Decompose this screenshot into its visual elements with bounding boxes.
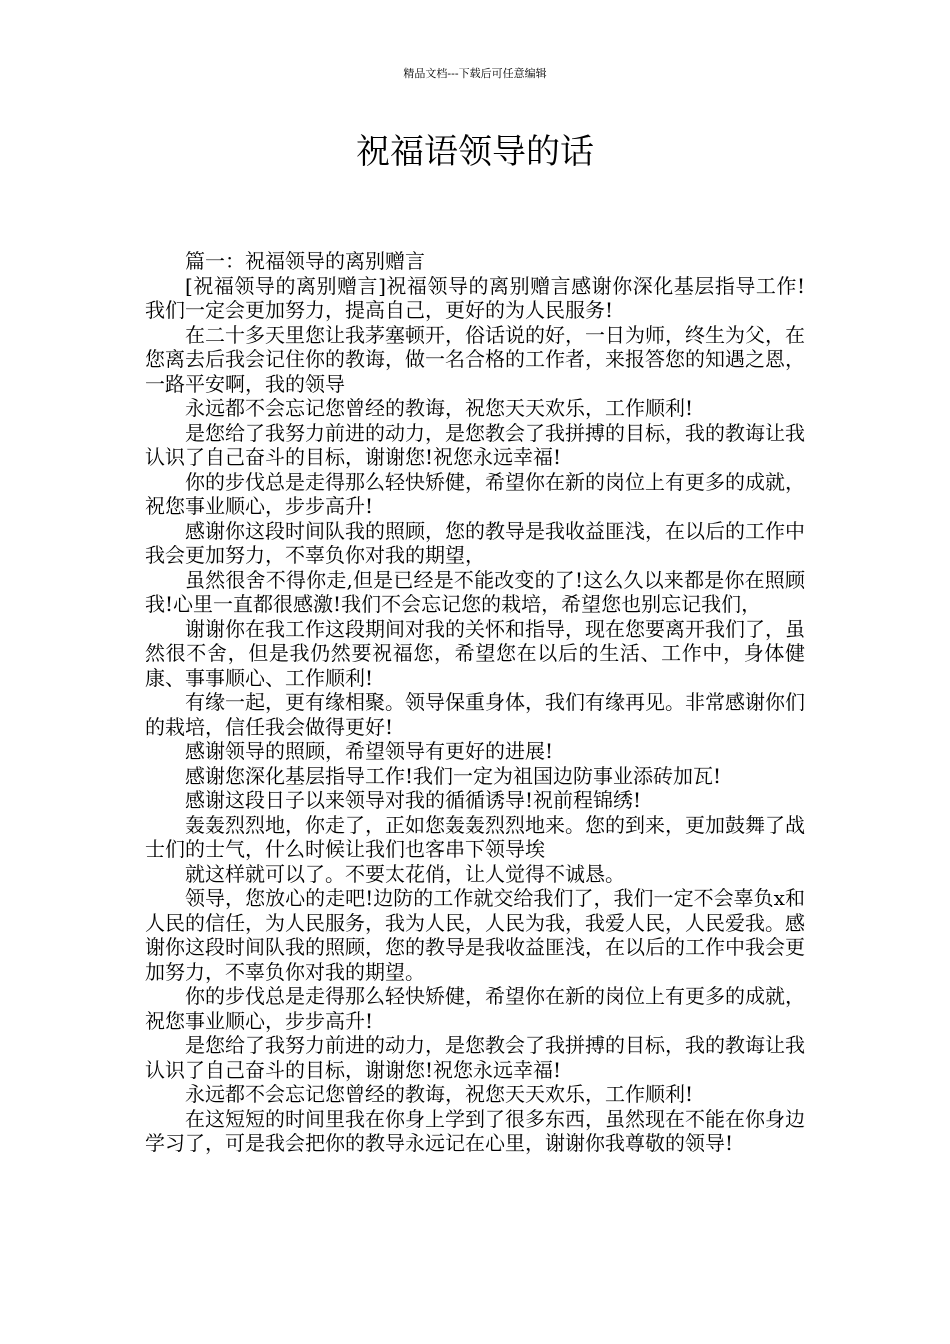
paragraph: 感谢领导的照顾，希望领导有更好的进展! [185,739,554,763]
paragraph: 永远都不会忘记您曾经的教诲，祝您天天欢乐，工作顺利! [185,1082,694,1106]
paragraph: 就这样就可以了。不要太花俏，让人觉得不诚恳。 [185,861,625,886]
paragraph: 你的步伐总是走得那么轻快矫健，希望你在新的岗位上有更多的成就，祝您事业顺心，步步高升! [145,984,805,1033]
paragraph: 你的步伐总是走得那么轻快矫健，希望你在新的岗位上有更多的成就，祝您事业顺心，步步高升! [145,469,805,518]
paragraph: 领导，您放心的走吧!边防的工作就交给我们了，我们一定不会辜负x和人民的信任，为人民服务，我为人民，人民为我，我爱人民，人民爱我。感谢你这段时间队我的照顾，您的教导是我收益匪浅，在以后的工作中我会更加努力，不辜负你对我的期望。 [145,886,805,984]
paragraph: 感谢你这段时间队我的照顾，您的教导是我收益匪浅，在以后的工作中我会更加努力，不辜负你对我的期望， [145,518,805,567]
paragraph: 永远都不会忘记您曾经的教诲，祝您天天欢乐，工作顺利! [185,396,694,420]
paragraph: 有缘一起，更有缘相聚。领导保重身体，我们有缘再见。非常感谢你们的栽培，信任我会做得更好! [145,690,805,739]
header-note: 精品文档---下载后可任意编辑 [403,67,547,80]
paragraph: 是您给了我努力前进的动力，是您教会了我拼搏的目标，我的教诲让我认识了自己奋斗的目标，谢谢您!祝您永远幸福! [145,1033,805,1082]
document-body [145,249,805,1156]
paragraph: 篇一：祝福领导的离别赠言 [185,249,425,273]
paragraph: 虽然很舍不得你走,但是已经是不能改变的了!这么久以来都是你在照顾我!心里一直都很感激!我们不会忘记您的栽培，希望您也别忘记我们， [145,567,805,616]
document-title: 祝福语领导的话 [356,132,594,172]
paragraph: 轰轰烈烈地，你走了，正如您轰轰烈烈地来。您的到来，更加鼓舞了战士们的士气，什么时候让我们也客串下领导埃 [145,812,805,861]
paragraph: 感谢您深化基层指导工作!我们一定为祖国边防事业添砖加瓦! [185,763,722,788]
paragraph: 谢谢你在我工作这段期间对我的关怀和指导，现在您要离开我们了，虽然很不舍，但是我仍然要祝福您，希望您在以后的生活、工作中，身体健康、事事顺心、工作顺利! [145,616,805,690]
paragraph: [祝福领导的离别赠言]祝福领导的离别赠言感谢你深化基层指导工作!我们一定会更加努力，提高自己，更好的为人民服务! [145,273,805,322]
paragraph: 感谢这段日子以来领导对我的循循诱导!祝前程锦绣! [185,788,642,812]
paragraph: 在二十多天里您让我茅塞顿开，俗话说的好，一日为师，终生为父，在您离去后我会记住你的教诲，做一名合格的工作者，来报答您的知遇之恩，一路平安啊，我的领导 [145,322,805,396]
paragraph: 是您给了我努力前进的动力，是您教会了我拼搏的目标，我的教诲让我认识了自己奋斗的目标，谢谢您!祝您永远幸福! [145,420,805,469]
paragraph: 在这短短的时间里我在你身上学到了很多东西，虽然现在不能在你身边学习了，可是我会把你的教导永远记在心里，谢谢你我尊敬的领导! [145,1106,805,1155]
